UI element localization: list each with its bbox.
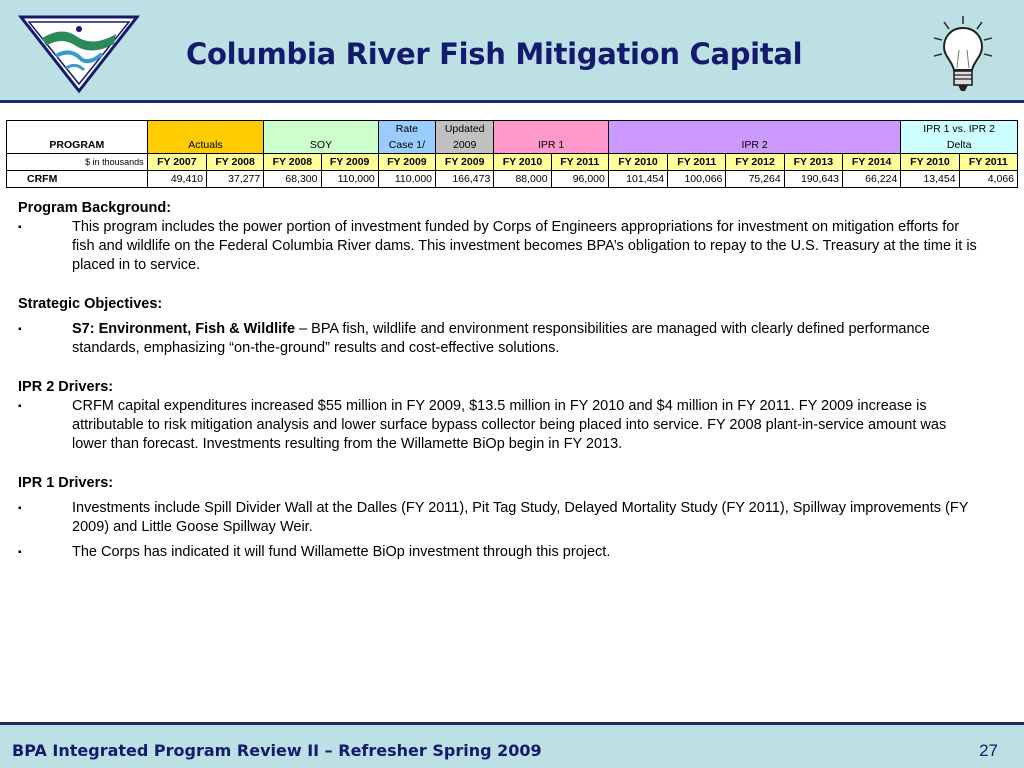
year-cell: FY 2008 [206,154,263,171]
ipr2-header: IPR 2 [608,137,900,154]
footer-band [0,722,1024,768]
year-cell: FY 2010 [494,154,551,171]
year-cell: FY 2012 [726,154,784,171]
capital-table [6,120,1018,188]
year-cell: FY 2009 [378,154,435,171]
program-header: PROGRAM [7,137,148,154]
bullet-marker: ▪ [18,222,22,233]
section-heading: IPR 1 Drivers: [18,475,114,491]
ipr1-header: IPR 1 [494,137,609,154]
soy-header: SOY [264,137,379,154]
ipr1-header-top [494,121,609,138]
year-cell: FY 2010 [901,154,959,171]
value-cell: 68,300 [264,171,321,188]
bullet-marker: ▪ [18,547,22,558]
delta-header: IPR 1 vs. IPR 2 [901,121,1018,138]
rate-case-header-sub: Case 1/ [378,137,435,154]
bullet-item [18,543,978,562]
page-title: Columbia River Fish Mitigation Capital [186,37,803,71]
bullet-text: The Corps has indicated it will fund Willamette BiOp investment through this project. [72,544,611,560]
updated-header-sub: 2009 [436,137,494,154]
value-cell: 110,000 [378,171,435,188]
bpa-logo-icon [18,14,140,94]
year-cell: FY 2007 [147,154,206,171]
bullet-item [18,499,978,537]
year-cell: FY 2011 [551,154,608,171]
value-cell: 110,000 [321,171,378,188]
value-cell: 13,454 [901,171,959,188]
year-cell: FY 2013 [784,154,842,171]
page-number: 27 [979,741,998,760]
year-cell: FY 2008 [264,154,321,171]
value-cell: 88,000 [494,171,551,188]
rate-case-header: Rate [378,121,435,138]
slide-body [18,199,978,562]
bullet-bold-text: S7: Environment, Fish & Wildlife [72,321,296,337]
actuals-header: Actuals [147,137,264,154]
value-cell: 66,224 [842,171,900,188]
soy-header-top [264,121,379,138]
value-cell: 96,000 [551,171,608,188]
year-cell: FY 2010 [608,154,667,171]
bullet-item [18,218,978,275]
actuals-header-top [147,121,264,138]
year-cell: FY 2009 [321,154,378,171]
bullet-text: CRFM capital expenditures increased $55 million in FY 2009, $13.5 million in FY 2010 and $4 million in FY 2011. FY 2009 increase is attributable to risk mitigation analysis and lower surface bypass collector being placed into service. FY 2008 plant-in-service amount was lower than forecast. Investments resulting from the Willamette BiOp begin in FY 2013. [72,398,947,452]
program-header-top [7,121,148,138]
year-cell: FY 2011 [668,154,726,171]
bullet-text: This program includes the power portion of investment funded by Corps of Engineers appropriations for investment on mitigation efforts for fish and wildlife on the Federal Columbia River dams. This investment becomes BPA’s obligation to repay to the U.S. Treasury at the time it is placed in to service. [72,219,977,273]
bullet-item [18,397,978,454]
section-heading: Program Background: [18,200,172,216]
units-label: $ in thousands [7,154,148,171]
value-cell: 49,410 [147,171,206,188]
bullet-marker: ▪ [18,324,22,335]
table-row [7,171,1018,188]
bullet-marker: ▪ [18,401,22,412]
light-bulb-icon [930,14,996,96]
value-cell: 100,066 [668,171,726,188]
value-cell: 190,643 [784,171,842,188]
year-cell: FY 2014 [842,154,900,171]
ipr2-header-top [608,121,900,138]
bullet-text: Investments include Spill Divider Wall at the Dalles (FY 2011), Pit Tag Study, Delayed Mortality Study (FY 2011), Spillway improvements (FY 2009) and Little Goose Spillway Weir. [72,500,969,535]
value-cell: 4,066 [959,171,1017,188]
year-cell: FY 2011 [959,154,1017,171]
program-name: CRFM [7,171,148,188]
value-cell: 101,454 [608,171,667,188]
header-band [0,0,1024,103]
value-cell: 166,473 [436,171,494,188]
section-heading: Strategic Objectives: [18,296,163,312]
delta-header-sub: Delta [901,137,1018,154]
bullet-item [18,320,978,358]
value-cell: 37,277 [206,171,263,188]
year-cell: FY 2009 [436,154,494,171]
footer-title: BPA Integrated Program Review II – Refresher Spring 2009 [12,741,542,760]
value-cell: 75,264 [726,171,784,188]
bullet-text: – BPA fish, wildlife and environment responsibilities are managed with clearly defined performance standards, emphasizing “on-the-ground” results and cost-effective solutions. [72,321,930,356]
updated-header: Updated [436,121,494,138]
section-heading: IPR 2 Drivers: [18,379,114,395]
bullet-marker: ▪ [18,503,22,514]
